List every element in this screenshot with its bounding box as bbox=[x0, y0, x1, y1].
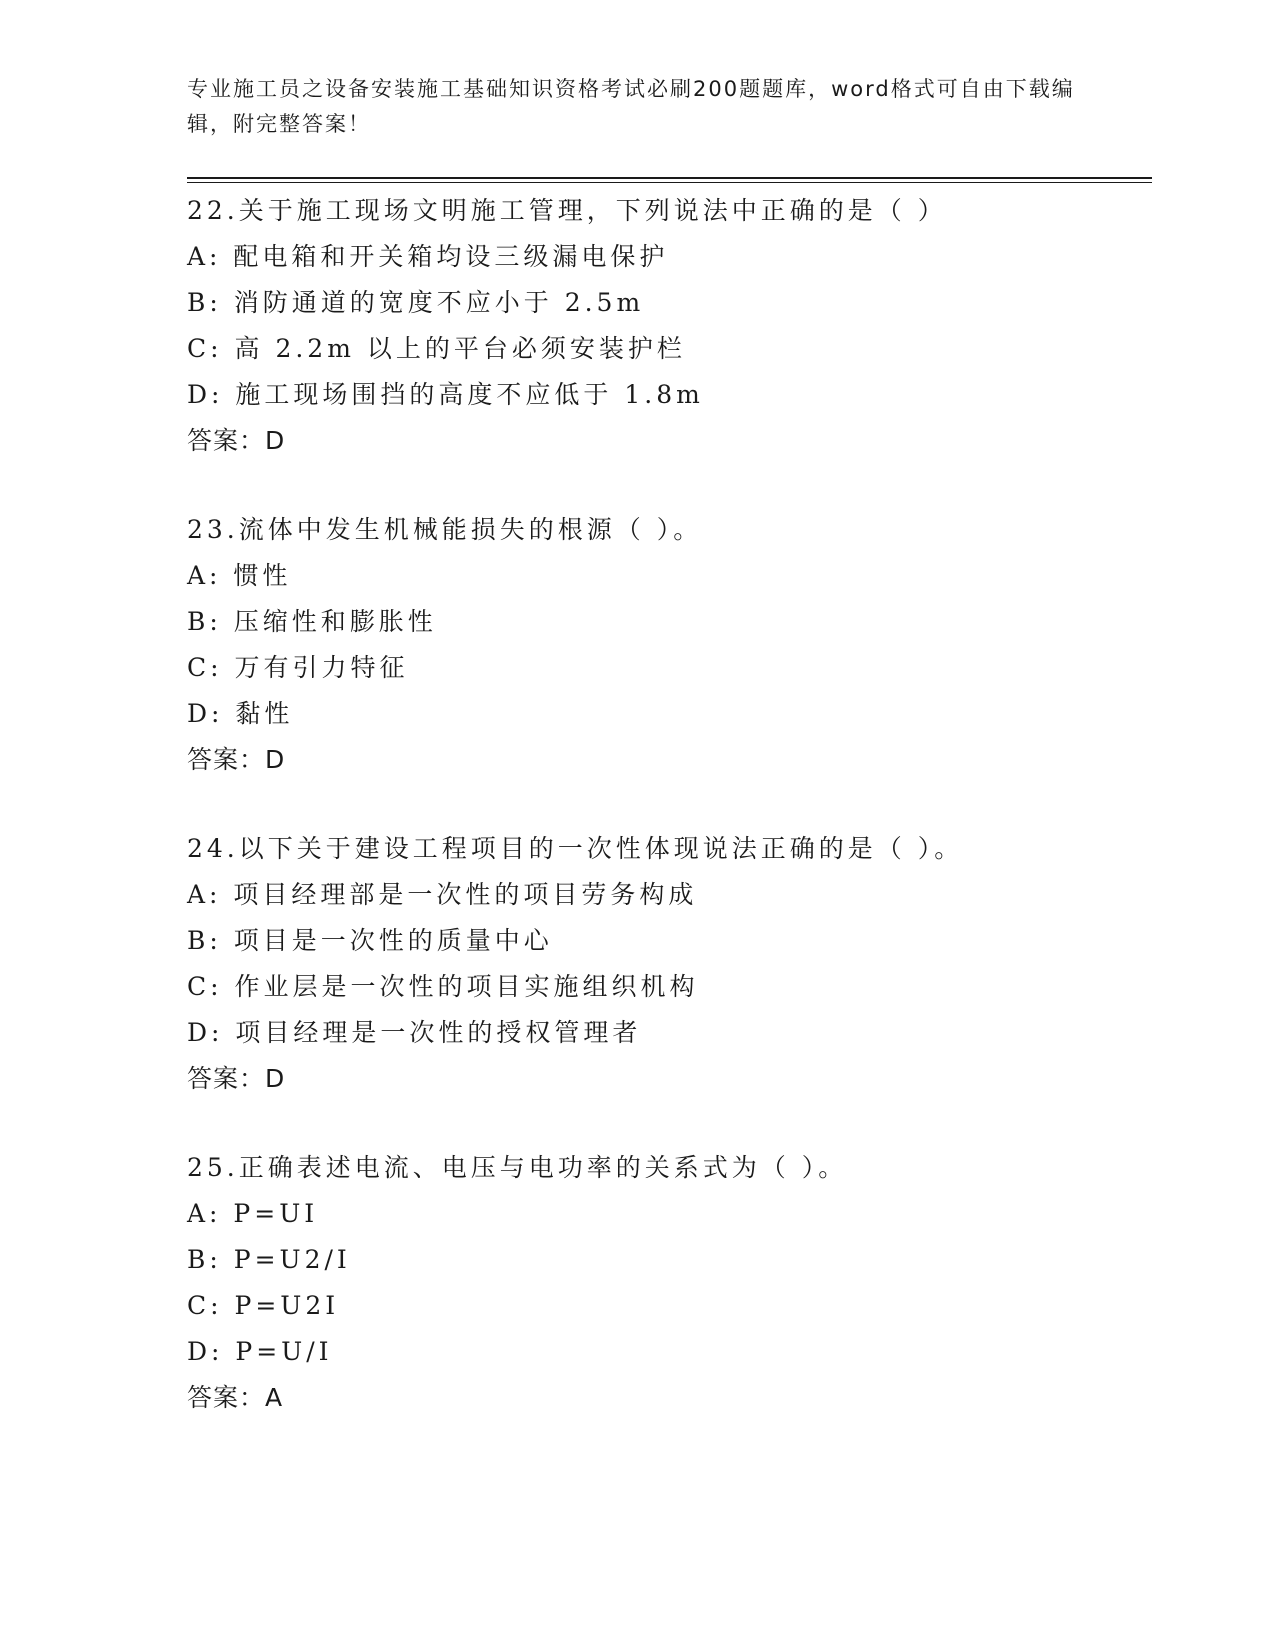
option-d: D: 项目经理是一次性的授权管理者 bbox=[187, 1018, 642, 1047]
option-d: D: 黏性 bbox=[187, 699, 294, 728]
question-25 bbox=[187, 1145, 1152, 1421]
header-divider-thin bbox=[187, 182, 1152, 183]
question-stem: 23.流体中发生机械能损失的根源（ ）。 bbox=[187, 515, 703, 544]
question-list bbox=[187, 188, 1152, 1464]
answer: 答案：D bbox=[187, 745, 286, 774]
option-c: C: 作业层是一次性的项目实施组织机构 bbox=[187, 972, 699, 1001]
option-a: A: P=UI bbox=[187, 1199, 319, 1228]
option-d: D: 施工现场围挡的高度不应低于 1.8m bbox=[187, 380, 704, 409]
option-a: A: 惯性 bbox=[187, 561, 292, 590]
option-c: C: 高 2.2m 以上的平台必须安装护栏 bbox=[187, 334, 686, 363]
option-b: B: P=U2/I bbox=[187, 1245, 351, 1274]
answer: 答案：A bbox=[187, 1383, 284, 1412]
option-c: C: P=U2I bbox=[187, 1291, 340, 1320]
answer: 答案：D bbox=[187, 426, 286, 455]
option-a: A: 配电箱和开关箱均设三级漏电保护 bbox=[187, 242, 669, 271]
answer: 答案：D bbox=[187, 1064, 286, 1093]
question-stem: 25.正确表述电流、电压与电功率的关系式为（ ）。 bbox=[187, 1153, 848, 1182]
question-22 bbox=[187, 188, 1152, 464]
document-header: 专业施工员之设备安装施工基础知识资格考试必刷200题题库，word格式可自由下载编辑，附完整答案！ bbox=[187, 77, 1075, 136]
question-23 bbox=[187, 507, 1152, 783]
option-d: D: P=U/I bbox=[187, 1337, 333, 1366]
option-b: B: 项目是一次性的质量中心 bbox=[187, 926, 553, 955]
header-divider bbox=[187, 177, 1152, 179]
option-b: B: 消防通道的宽度不应小于 2.5m bbox=[187, 288, 645, 317]
question-stem: 24.以下关于建设工程项目的一次性体现说法正确的是（ ）。 bbox=[187, 834, 964, 863]
option-a: A: 项目经理部是一次性的项目劳务构成 bbox=[187, 880, 698, 909]
question-24 bbox=[187, 826, 1152, 1102]
question-stem: 22.关于施工现场文明施工管理，下列说法中正确的是（ ） bbox=[187, 196, 947, 225]
option-c: C: 万有引力特征 bbox=[187, 653, 409, 682]
option-b: B: 压缩性和膨胀性 bbox=[187, 607, 437, 636]
